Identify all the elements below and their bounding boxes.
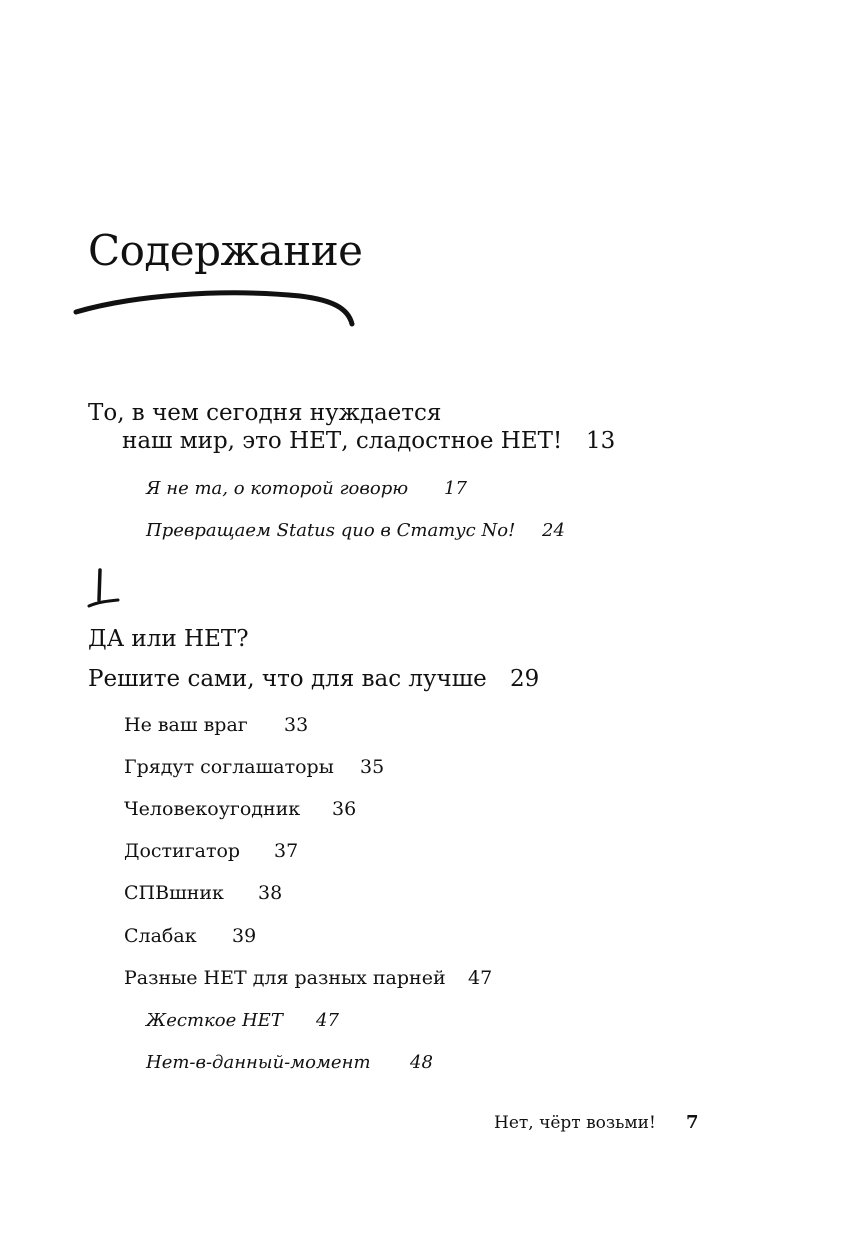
page-title: Содержание <box>88 226 363 275</box>
toc-item-page: 38 <box>258 882 283 904</box>
toc-item-page: 39 <box>232 925 257 947</box>
toc-item-page: 47 <box>468 967 493 989</box>
toc-subitem-label: Нет-в-данный-момент <box>146 1052 371 1073</box>
toc-item-page: 35 <box>360 756 385 778</box>
toc-subitem-page: 47 <box>316 1010 339 1031</box>
toc-item-label: Достигатор <box>124 840 241 862</box>
toc-entry-intro-page: 13 <box>586 428 616 454</box>
toc-subentry-label: Превращаем Status quo в Статус No! <box>146 520 516 541</box>
toc-subentry-page: 17 <box>444 478 467 499</box>
page-number: 7 <box>686 1112 699 1133</box>
toc-item-label: Грядут соглашаторы <box>124 756 334 778</box>
toc-item-label: Не ваш враг <box>124 714 248 736</box>
toc-item-page: 36 <box>332 798 357 820</box>
toc-subentry-page: 24 <box>542 520 565 541</box>
toc-subitem-page: 48 <box>410 1052 433 1073</box>
toc-item-page: 37 <box>274 840 299 862</box>
part-one-numeral-mark <box>86 566 126 610</box>
toc-subentry-label: Я не та, о которой говорю <box>146 478 409 499</box>
toc-item-label: Человекоугодник <box>124 798 301 820</box>
toc-item-label: Слабак <box>124 925 197 947</box>
toc-entry-intro-line2: наш мир, это НЕТ, сладостное НЕТ! <box>122 428 563 454</box>
running-footer-title: Нет, чёрт возьми! <box>494 1113 656 1133</box>
toc-subitem-label: Жесткое НЕТ <box>146 1010 283 1031</box>
toc-entry-intro-line1: То, в чем сегодня нуждается <box>88 400 442 426</box>
toc-item-label: Разные НЕТ для разных парней <box>124 967 446 989</box>
title-underline-stroke <box>70 286 370 336</box>
part-one-heading: ДА или НЕТ? <box>88 626 249 652</box>
part-one-subheading: Решите сами, что для вас лучше <box>88 666 487 692</box>
toc-item-label: СПВшник <box>124 882 224 904</box>
toc-item-page: 33 <box>284 714 309 736</box>
part-one-page: 29 <box>510 666 540 692</box>
